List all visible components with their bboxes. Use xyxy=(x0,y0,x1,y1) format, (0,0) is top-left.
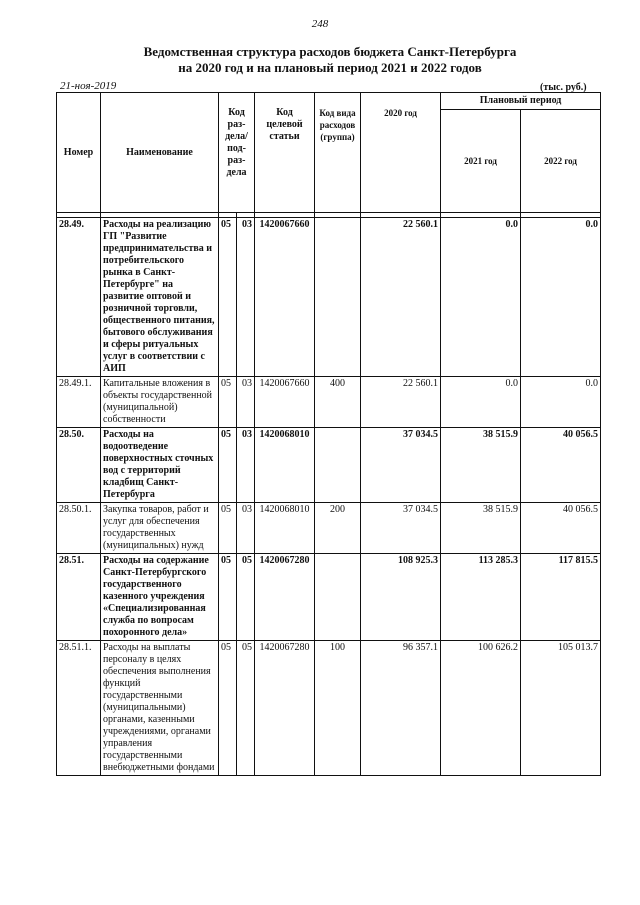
row-number: 28.49. xyxy=(57,218,101,377)
table-row xyxy=(57,218,601,377)
row-2020: 22 560.1 xyxy=(361,218,441,377)
header-section: Код раз-дела/ под-раз-дела xyxy=(219,93,255,213)
row-2021: 0.0 xyxy=(441,377,521,428)
table-row xyxy=(57,503,601,554)
header-row xyxy=(57,93,601,110)
budget-table xyxy=(56,92,601,776)
row-2020: 37 034.5 xyxy=(361,428,441,503)
row-2020: 37 034.5 xyxy=(361,503,441,554)
row-expense-type: 400 xyxy=(315,377,361,428)
row-subsection: 03 xyxy=(237,218,255,377)
row-expense-type xyxy=(315,428,361,503)
row-2022: 105 013.7 xyxy=(521,641,601,776)
row-2022: 117 815.5 xyxy=(521,554,601,641)
row-section: 05 xyxy=(219,377,237,428)
page-number: 248 xyxy=(311,18,329,30)
row-target: 1420068010 xyxy=(255,503,315,554)
row-name: Расходы на водоотведение поверхностных сточных вод с территорий кладбищ Санкт-Петербурга xyxy=(101,428,219,503)
document-date: 21-ноя-2019 xyxy=(60,80,117,92)
row-2022: 0.0 xyxy=(521,218,601,377)
table-row xyxy=(57,554,601,641)
row-2021: 38 515.9 xyxy=(441,503,521,554)
row-number: 28.51.1. xyxy=(57,641,101,776)
header-planned-period: Плановый период xyxy=(441,93,601,110)
header-2022: 2022 год xyxy=(521,110,601,213)
row-target: 1420067660 xyxy=(255,377,315,428)
row-number: 28.50.1. xyxy=(57,503,101,554)
row-number: 28.50. xyxy=(57,428,101,503)
table-row xyxy=(57,641,601,776)
row-2020: 22 560.1 xyxy=(361,377,441,428)
header-name: Наименование xyxy=(101,93,219,213)
row-2022: 0.0 xyxy=(521,377,601,428)
row-name: Капитальные вложения в объекты государственной (муниципальной) собственности xyxy=(101,377,219,428)
header-2020: 2020 год xyxy=(361,93,441,213)
row-number: 28.49.1. xyxy=(57,377,101,428)
title-line-2: на 2020 год и на плановый период 2021 и 2022 годов xyxy=(178,60,482,75)
row-2021: 38 515.9 xyxy=(441,428,521,503)
row-target: 1420067280 xyxy=(255,554,315,641)
row-subsection: 03 xyxy=(237,377,255,428)
row-expense-type xyxy=(315,218,361,377)
row-target: 1420068010 xyxy=(255,428,315,503)
row-target: 1420067280 xyxy=(255,641,315,776)
document-title xyxy=(60,44,600,76)
row-2021: 113 285.3 xyxy=(441,554,521,641)
row-number: 28.51. xyxy=(57,554,101,641)
units-label: (тыс. руб.) xyxy=(540,82,587,93)
title-line-1: Ведомственная структура расходов бюджета Санкт-Петербурга xyxy=(143,44,517,59)
row-subsection: 03 xyxy=(237,503,255,554)
row-expense-type: 100 xyxy=(315,641,361,776)
row-section: 05 xyxy=(219,503,237,554)
header-expense-type: Код вида расходов (группа) xyxy=(315,93,361,213)
header-number: Номер xyxy=(57,93,101,213)
header-2021: 2021 год xyxy=(441,110,521,213)
row-subsection: 03 xyxy=(237,428,255,503)
row-section: 05 xyxy=(219,554,237,641)
row-2020: 96 357.1 xyxy=(361,641,441,776)
row-name: Закупка товаров, работ и услуг для обеспечения государственных (муниципальных) нужд xyxy=(101,503,219,554)
row-name: Расходы на содержание Санкт-Петербургского государственного казенного учреждения «Специализированная служба по вопросам похоронного дела» xyxy=(101,554,219,641)
row-expense-type: 200 xyxy=(315,503,361,554)
row-expense-type xyxy=(315,554,361,641)
header-target: Код целевой статьи xyxy=(255,93,315,213)
row-name: Расходы на выплаты персоналу в целях обеспечения выполнения функций государственными (муниципальными) органами, казенными учреждениями, органами управления государственными внебюджетными фондами xyxy=(101,641,219,776)
table-row xyxy=(57,428,601,503)
row-target: 1420067660 xyxy=(255,218,315,377)
row-section: 05 xyxy=(219,641,237,776)
row-2022: 40 056.5 xyxy=(521,428,601,503)
row-name: Расходы на реализацию ГП "Развитие предпринимательства и потребительского рынка в Санкт-Петербурге" на развитие оптовой и розничной торговли, общественного питания, бытового обслуживания и сферы ритуальных услуг в соответствии с АИП xyxy=(101,218,219,377)
row-section: 05 xyxy=(219,218,237,377)
row-2021: 100 626.2 xyxy=(441,641,521,776)
row-2020: 108 925.3 xyxy=(361,554,441,641)
row-subsection: 05 xyxy=(237,554,255,641)
table-row xyxy=(57,377,601,428)
row-2022: 40 056.5 xyxy=(521,503,601,554)
row-section: 05 xyxy=(219,428,237,503)
row-subsection: 05 xyxy=(237,641,255,776)
row-2021: 0.0 xyxy=(441,218,521,377)
